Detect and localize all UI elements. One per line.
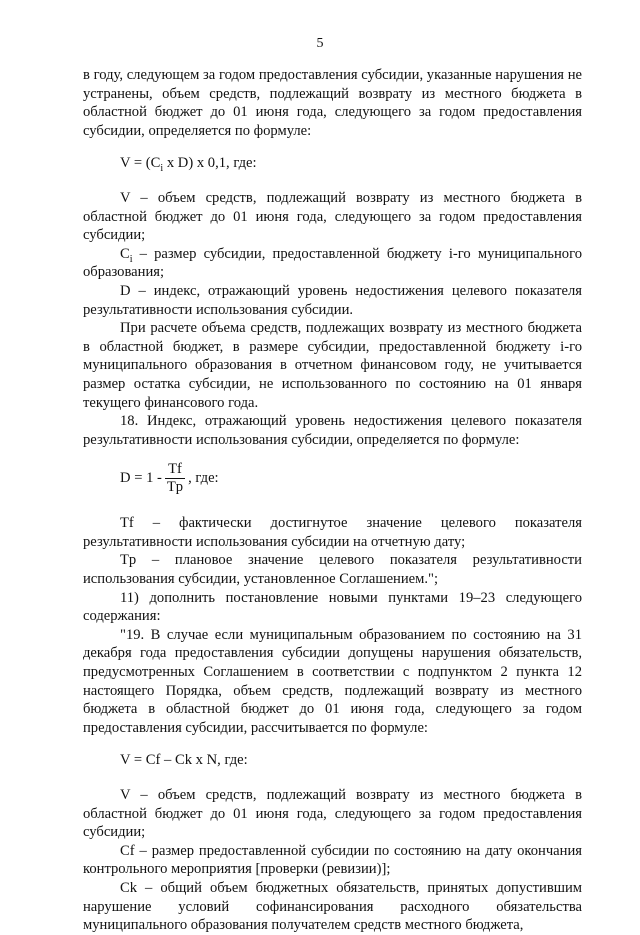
formula-v: $V = (C_i$ x D) x 0,1, где: [120,155,257,175]
paragraph: 18. Индекс, отражающий уровень недостижения целевого показателя результативности использования субсидии, определяется по формуле: [83,413,582,448]
paragraph: V – объем средств, подлежащий возврату из местного бюджета в областной бюджет до 01 июня года, следующего за годом предоставления субсидии; [83,787,582,841]
paragraph: Ck – общий объем бюджетных обязательств, принятых допустившим нарушение условий софинансирования расходного обязательства муниципального образования получателем средств местного бюджета, [83,879,582,934]
paragraph: "19. В случае если муниципальным образованием по состоянию на 31 декабря года предоставления субсидии допущены нарушения обязательств, предусмотренных Соглашением в соответствии с подпунктом 2 пункта 12 настоящего Порядка, объем средств, подлежащий возврату из местного бюджета в областной бюджет до 01 июня года, следующего за годом предоставления субсидии, рассчитывается по формуле: [83,626,582,736]
fraction [164,461,186,496]
document-body [83,66,582,935]
formula-v-cf: V = Cf – Ck x N, где: [120,752,248,769]
page-number: 5 [316,36,324,51]
paragraph: Tp – плановое значение целевого показателя результативности использования субсидии, установленное Соглашением."; [83,552,582,588]
formula-d-prefix: D = 1 - [120,470,162,487]
paragraph: $C_i$ – размер субсидии, предоставленной бюджету i-го муниципального образования; [83,245,582,281]
paragraph: D – индекс, отражающий уровень недостижения целевого показателя результативности использования субсидии. [83,282,582,318]
formula-d-suffix: , где: [188,470,219,487]
fraction-numerator: Tf [165,461,185,479]
paragraph: При расчете объема средств, подлежащих возврату из местного бюджета в областной бюджет, в размере субсидии, предоставленной бюджету i-го муниципального образования в отчетном финансовом году, не учитывается размер остатка субсидии, не использованного по состоянию на 01 января текущего финансового года. [83,320,582,411]
fraction-denominator: Tp [166,479,184,496]
paragraph: Cf – размер предоставленной субсидии по состоянию на дату окончания контрольного мероприятия [проверки (ревизии)]; [83,842,582,878]
paragraph: 11) дополнить постановление новыми пунктами 19–23 следующего содержания: [83,589,582,625]
paragraph: Tf – фактически достигнутое значение целевого показателя результативности использования субсидии на отчетную дату; [83,515,582,550]
formula-d [120,461,582,496]
paragraph: V – объем средств, подлежащий возврату из местного бюджета в областной бюджет до 01 июня года, следующего за годом предоставления субсидии; [83,189,582,244]
paragraph: в году, следующем за годом предоставления субсидии, указанные нарушения не устранены, объем средств, подлежащий возврату из местного бюджета в областной бюджет до 01 июня года, следующего за годом предоставления субсидии, определяется по формуле: [83,67,582,139]
